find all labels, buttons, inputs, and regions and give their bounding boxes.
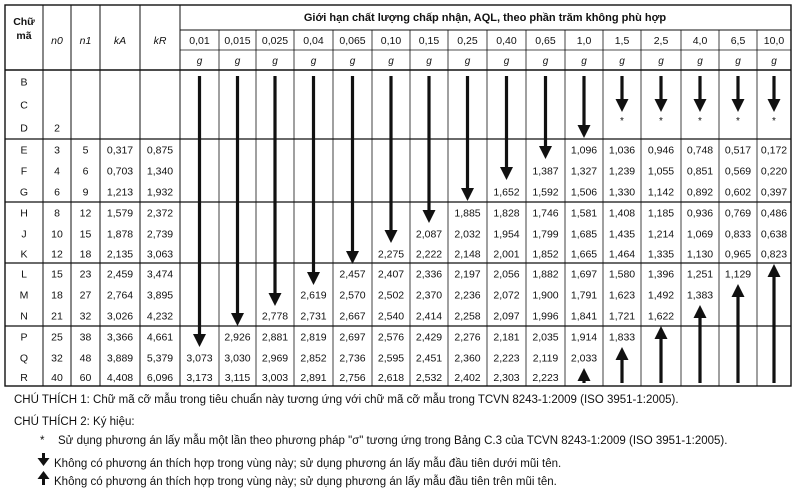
star-mark: * <box>736 116 740 127</box>
g-cell-value: 1,697 <box>570 268 598 281</box>
row-kr: 0,875 <box>146 144 174 157</box>
g-cell-value: 1,900 <box>532 289 559 302</box>
arrow-down-icon <box>694 99 707 112</box>
row-n1: 38 <box>79 331 92 344</box>
arrow-down-icon <box>505 76 508 168</box>
aql-value-header: 0,025 <box>261 35 289 47</box>
row-code: M <box>19 289 29 302</box>
row-n0: 2 <box>54 122 60 135</box>
header-code-label: Chữ <box>13 16 35 28</box>
aql-value-header: 0,065 <box>339 35 366 47</box>
g-label: g <box>542 56 549 67</box>
g-cell-value: 1,580 <box>608 268 636 281</box>
row-kr: 5,379 <box>146 352 174 365</box>
g-cell-value: 2,258 <box>454 310 481 323</box>
g-cell-value: 0,851 <box>686 165 714 178</box>
g-cell-value: 0,486 <box>760 207 788 220</box>
arrow-down-icon <box>698 76 701 100</box>
g-cell-value: 2,532 <box>415 371 443 384</box>
g-cell-value: 2,852 <box>300 352 327 365</box>
arrow-up-icon <box>732 284 745 297</box>
g-cell-value: 1,791 <box>570 289 598 302</box>
arrow-up-icon <box>578 368 591 381</box>
aql-value-header: 0,25 <box>457 35 478 47</box>
header-n1: n1 <box>79 35 92 47</box>
arrow-up-icon <box>768 264 781 277</box>
row-code: N <box>20 310 28 323</box>
g-cell-value: 1,506 <box>570 186 598 199</box>
g-label: g <box>619 56 625 67</box>
g-label: g <box>735 56 741 67</box>
arrow-up-icon <box>698 317 701 383</box>
row-kr: 6,096 <box>146 371 174 384</box>
note-1: CHÚ THÍCH 1: Chữ mã cỡ mẫu trong tiêu chuẩn này tương ứng với chữ mã cỡ mẫu trong TCVN 8243-1:2009 (ISO 3951-1:2005). <box>14 394 679 406</box>
row-code: F <box>20 165 28 178</box>
star-mark: * <box>620 116 624 127</box>
aql-value-header: 0,65 <box>535 35 556 47</box>
g-cell-value: 1,387 <box>532 165 559 178</box>
row-n1: 32 <box>79 310 92 323</box>
g-cell-value: 1,096 <box>570 144 598 157</box>
g-cell-value: 2,119 <box>532 352 559 365</box>
row-ka: 0,317 <box>106 144 134 157</box>
row-code: C <box>20 99 28 112</box>
row-n1: 12 <box>79 207 92 220</box>
row-ka: 2,764 <box>106 289 134 302</box>
arrow-down-icon <box>582 76 585 126</box>
g-cell-value: 0,936 <box>686 207 714 220</box>
aql-value-header: 0,015 <box>224 35 251 47</box>
arrow-down-icon <box>389 76 392 231</box>
arrow-down-icon <box>616 99 629 112</box>
header-code-label: mã <box>16 30 32 42</box>
g-cell-value: 2,097 <box>493 310 520 323</box>
g-cell-value: 1,408 <box>608 207 636 220</box>
g-cell-value: 1,330 <box>608 186 636 199</box>
g-cell-value: 1,652 <box>493 186 520 199</box>
row-ka: 1,213 <box>106 186 134 199</box>
g-cell-value: 2,697 <box>339 331 366 344</box>
g-cell-value: 2,360 <box>454 352 481 365</box>
g-cell-value: 1,581 <box>570 207 598 220</box>
arrow-down-icon <box>620 76 623 100</box>
row-n0: 10 <box>51 228 63 241</box>
row-code: B <box>20 76 28 89</box>
g-cell-value: 2,570 <box>339 289 366 302</box>
g-cell-value: 1,327 <box>570 165 598 178</box>
row-ka: 3,026 <box>106 310 134 323</box>
g-cell-value: 2,223 <box>493 352 520 365</box>
star-mark: * <box>772 116 776 127</box>
row-ka: 1,878 <box>106 228 134 241</box>
arrow-down-icon <box>466 76 469 189</box>
g-cell-value: 2,891 <box>300 371 327 384</box>
row-code: R <box>20 371 28 384</box>
g-cell-value: 1,996 <box>532 310 559 323</box>
legend-down-text: Không có phương án thích hợp trong vùng này; sử dụng phương án lấy mẫu đầu tiên dưới mũi tên. <box>54 458 562 470</box>
row-n0: 8 <box>54 207 60 220</box>
g-cell-value: 1,592 <box>532 186 559 199</box>
g-label: g <box>234 56 241 67</box>
row-n1: 48 <box>79 352 92 365</box>
g-cell-value: 2,236 <box>454 289 481 302</box>
g-cell-value: 2,619 <box>300 289 327 302</box>
arrow-up-icon <box>772 276 775 383</box>
aql-value-header: 10,0 <box>763 35 785 47</box>
g-label: g <box>272 56 278 67</box>
g-cell-value: 1,492 <box>647 289 675 302</box>
aql-value-header: 0,40 <box>496 35 517 47</box>
g-label: g <box>503 56 510 67</box>
row-ka: 3,366 <box>106 331 134 344</box>
row-kr: 2,739 <box>146 228 174 241</box>
legend-down-row <box>36 453 561 470</box>
aql-value-header: 0,01 <box>189 35 210 47</box>
row-n0: 40 <box>51 371 63 384</box>
g-cell-value: 0,833 <box>724 228 752 241</box>
g-cell-value: 2,222 <box>415 248 443 261</box>
note-2: CHÚ THÍCH 2: Ký hiệu: <box>14 416 135 428</box>
g-cell-value: 0,220 <box>760 165 788 178</box>
legend-star-row <box>40 435 727 447</box>
row-code: J <box>21 228 27 241</box>
g-cell-value: 2,819 <box>300 331 327 344</box>
g-cell-value: 0,172 <box>760 144 788 157</box>
g-cell-value: 2,756 <box>339 371 366 384</box>
arrow-down-icon <box>768 99 781 112</box>
row-n0: 15 <box>51 268 63 281</box>
g-cell-value: 2,926 <box>224 331 251 344</box>
arrow-up-icon <box>620 359 623 383</box>
row-n0: 25 <box>51 331 63 344</box>
g-cell-value: 2,402 <box>454 371 481 384</box>
g-cell-value: 2,001 <box>493 248 520 261</box>
row-n0: 3 <box>54 144 60 157</box>
arrow-down-icon <box>351 76 354 252</box>
g-cell-value: 2,033 <box>570 352 598 365</box>
row-kr: 2,372 <box>146 207 174 220</box>
row-n1: 18 <box>79 248 92 261</box>
g-cell-value: 1,665 <box>570 248 598 261</box>
arrow-up-icon <box>582 380 585 383</box>
g-label: g <box>771 56 777 67</box>
g-cell-value: 0,638 <box>760 228 788 241</box>
g-cell-value: 2,540 <box>377 310 405 323</box>
star-mark: * <box>659 116 663 127</box>
g-cell-value: 1,799 <box>532 228 559 241</box>
aql-value-header: 0,04 <box>303 35 324 47</box>
aql-value-header: 0,15 <box>418 35 440 47</box>
g-cell-value: 2,736 <box>339 352 366 365</box>
g-cell-value: 2,072 <box>493 289 520 302</box>
g-cell-value: 1,435 <box>608 228 636 241</box>
arrow-down-icon <box>427 76 430 211</box>
g-cell-value: 1,852 <box>532 248 559 261</box>
header-ka: kA <box>113 35 127 47</box>
header-kr: kR <box>153 35 167 47</box>
legend-star-text: Sử dụng phương án lấy mẫu một lần theo phương pháp "σ" tương ứng trong Bảng C.3 của TCVN 8243-1:2009 (ISO 3951-1:2005). <box>58 435 728 447</box>
g-cell-value: 3,115 <box>224 371 251 384</box>
g-cell-value: 1,622 <box>647 310 675 323</box>
arrow-down-icon <box>231 313 244 326</box>
arrow-down-icon <box>659 76 662 100</box>
arrow-down-icon <box>198 76 201 335</box>
row-n0: 12 <box>51 248 63 261</box>
arrow-down-icon <box>578 125 591 138</box>
g-cell-value: 2,667 <box>339 310 366 323</box>
row-ka: 3,889 <box>106 352 134 365</box>
g-label: g <box>310 56 317 67</box>
g-cell-value: 1,841 <box>570 310 598 323</box>
aql-value-header: 1,0 <box>576 35 592 47</box>
g-cell-value: 0,517 <box>724 144 752 157</box>
g-label: g <box>581 56 587 67</box>
g-cell-value: 0,823 <box>760 248 788 261</box>
g-cell-value: 1,464 <box>608 248 636 261</box>
legend-up-text: Không có phương án thích hợp trong vùng này; sử dụng phương án lấy mẫu đầu tiên trên mũi tên. <box>54 476 557 488</box>
g-cell-value: 1,685 <box>570 228 598 241</box>
row-kr: 1,340 <box>146 165 174 178</box>
g-cell-value: 0,569 <box>724 165 752 178</box>
arrow-down-icon <box>539 146 552 159</box>
g-cell-value: 2,148 <box>454 248 481 261</box>
row-kr: 3,474 <box>146 268 174 281</box>
g-cell-value: 1,130 <box>686 248 714 261</box>
arrow-down-icon <box>772 76 775 100</box>
row-ka: 1,579 <box>106 207 134 220</box>
arrow-down-icon <box>544 76 547 147</box>
header-n0: n0 <box>51 35 63 47</box>
arrow-up-icon <box>736 296 739 383</box>
g-cell-value: 2,451 <box>415 352 443 365</box>
g-cell-value: 1,251 <box>686 268 714 281</box>
row-code: E <box>20 144 28 157</box>
g-label: g <box>196 56 203 67</box>
g-cell-value: 2,731 <box>300 310 327 323</box>
row-n1: 27 <box>79 289 92 302</box>
g-label: g <box>464 56 471 67</box>
g-cell-value: 0,397 <box>760 186 788 199</box>
row-n1: 5 <box>82 144 89 157</box>
row-code: Q <box>19 352 29 365</box>
row-code: K <box>20 248 28 261</box>
g-cell-value: 2,881 <box>261 331 289 344</box>
g-cell-value: 3,030 <box>224 352 251 365</box>
g-label: g <box>426 56 432 67</box>
legend-up-row <box>36 471 557 488</box>
row-n1: 23 <box>79 268 92 281</box>
star-mark: * <box>698 116 702 127</box>
g-cell-value: 3,173 <box>186 371 213 384</box>
arrow-up-icon <box>694 305 707 318</box>
g-cell-value: 2,223 <box>532 371 559 384</box>
g-cell-value: 2,056 <box>493 268 520 281</box>
g-cell-value: 1,142 <box>647 186 675 199</box>
g-cell-value: 1,882 <box>532 268 559 281</box>
g-cell-value: 0,602 <box>724 186 752 199</box>
g-cell-value: 2,502 <box>377 289 405 302</box>
row-code: P <box>20 331 28 344</box>
row-kr: 4,661 <box>146 331 174 344</box>
g-cell-value: 3,003 <box>261 371 289 384</box>
row-ka: 0,703 <box>106 165 134 178</box>
row-kr: 3,895 <box>146 289 174 302</box>
g-cell-value: 2,275 <box>377 248 405 261</box>
arrow-down-icon <box>307 272 320 285</box>
row-n1: 9 <box>82 186 89 199</box>
g-cell-value: 2,336 <box>415 268 443 281</box>
row-n0: 6 <box>54 186 60 199</box>
g-cell-value: 1,954 <box>493 228 520 241</box>
g-cell-value: 2,032 <box>454 228 481 241</box>
g-cell-value: 1,055 <box>647 165 675 178</box>
arrow-down-icon <box>500 167 513 180</box>
g-cell-value: 1,185 <box>647 207 675 220</box>
g-cell-value: 2,429 <box>415 331 443 344</box>
g-cell-value: 1,721 <box>608 310 636 323</box>
arrow-down-icon <box>312 76 315 273</box>
row-n1: 15 <box>79 228 92 241</box>
arrow-up-icon <box>36 471 54 485</box>
star-icon: * <box>40 435 45 447</box>
g-cell-value: 2,276 <box>454 331 481 344</box>
arrow-down-icon <box>736 76 739 100</box>
row-n0: 18 <box>51 289 63 302</box>
g-cell-value: 2,035 <box>532 331 559 344</box>
row-n0: 21 <box>51 310 63 323</box>
g-label: g <box>349 56 356 67</box>
row-kr: 1,932 <box>146 186 174 199</box>
arrow-down-icon <box>732 99 745 112</box>
row-n0: 4 <box>54 165 60 178</box>
g-cell-value: 1,129 <box>724 268 752 281</box>
g-cell-value: 2,087 <box>415 228 443 241</box>
g-cell-value: 2,778 <box>261 310 289 323</box>
g-cell-value: 3,073 <box>186 352 213 365</box>
row-code: G <box>19 186 29 199</box>
g-cell-value: 1,914 <box>570 331 598 344</box>
row-code: D <box>20 122 28 135</box>
row-ka: 4,408 <box>106 371 134 384</box>
arrow-up-icon <box>655 326 668 339</box>
row-code: L <box>21 268 27 281</box>
arrow-down-icon <box>655 99 668 112</box>
arrow-down-icon <box>273 76 276 294</box>
g-cell-value: 1,623 <box>608 289 636 302</box>
g-cell-value: 2,576 <box>377 331 405 344</box>
aql-value-header: 6,5 <box>730 35 746 47</box>
g-cell-value: 2,181 <box>493 331 520 344</box>
g-cell-value: 0,769 <box>724 207 752 220</box>
g-label: g <box>658 56 664 67</box>
g-cell-value: 1,335 <box>647 248 675 261</box>
row-n0: 32 <box>51 352 63 365</box>
g-cell-value: 2,370 <box>415 289 443 302</box>
g-label: g <box>697 56 703 67</box>
g-cell-value: 2,618 <box>377 371 405 384</box>
g-cell-value: 1,069 <box>686 228 714 241</box>
aql-value-header: 0,10 <box>380 35 402 47</box>
row-kr: 4,232 <box>146 310 174 323</box>
g-cell-value: 2,969 <box>261 352 289 365</box>
aql-value-header: 2,5 <box>653 35 669 47</box>
arrow-down-icon <box>193 334 206 347</box>
g-cell-value: 1,833 <box>608 331 636 344</box>
g-cell-value: 2,303 <box>493 371 520 384</box>
arrow-down-icon <box>346 251 359 264</box>
g-cell-value: 1,239 <box>608 165 636 178</box>
arrow-down-icon <box>36 453 54 467</box>
arrow-up-icon <box>616 347 629 360</box>
g-cell-value: 1,828 <box>493 207 520 220</box>
g-cell-value: 0,946 <box>647 144 675 157</box>
row-ka: 2,459 <box>106 268 134 281</box>
g-cell-value: 0,965 <box>724 248 752 261</box>
aql-value-header: 4,0 <box>692 35 708 47</box>
g-cell-value: 1,383 <box>686 289 714 302</box>
g-cell-value: 1,214 <box>647 228 675 241</box>
g-cell-value: 2,197 <box>454 268 481 281</box>
g-cell-value: 1,885 <box>454 207 481 220</box>
g-cell-value: 2,457 <box>339 268 366 281</box>
g-cell-value: 1,746 <box>532 207 559 220</box>
g-cell-value: 2,414 <box>415 310 443 323</box>
arrow-down-icon <box>269 293 282 306</box>
row-n1: 60 <box>79 371 92 384</box>
arrow-down-icon <box>461 188 474 201</box>
aql-title: Giới hạn chất lượng chấp nhận, AQL, theo phần trăm không phù hợp <box>303 12 667 24</box>
row-ka: 2,135 <box>106 248 134 261</box>
row-n1: 6 <box>82 165 89 178</box>
g-cell-value: 0,748 <box>686 144 714 157</box>
arrow-up-icon <box>659 338 662 383</box>
arrow-down-icon <box>236 76 239 314</box>
g-cell-value: 2,595 <box>377 352 405 365</box>
arrow-down-icon <box>423 210 436 223</box>
g-cell-value: 2,407 <box>377 268 405 281</box>
g-cell-value: 0,892 <box>686 186 714 199</box>
row-code: H <box>20 207 28 220</box>
g-label: g <box>388 56 394 67</box>
g-cell-value: 1,396 <box>647 268 675 281</box>
row-kr: 3,063 <box>146 248 174 261</box>
arrow-down-icon <box>385 230 398 243</box>
aql-value-header: 1,5 <box>614 35 630 47</box>
g-cell-value: 1,036 <box>608 144 636 157</box>
